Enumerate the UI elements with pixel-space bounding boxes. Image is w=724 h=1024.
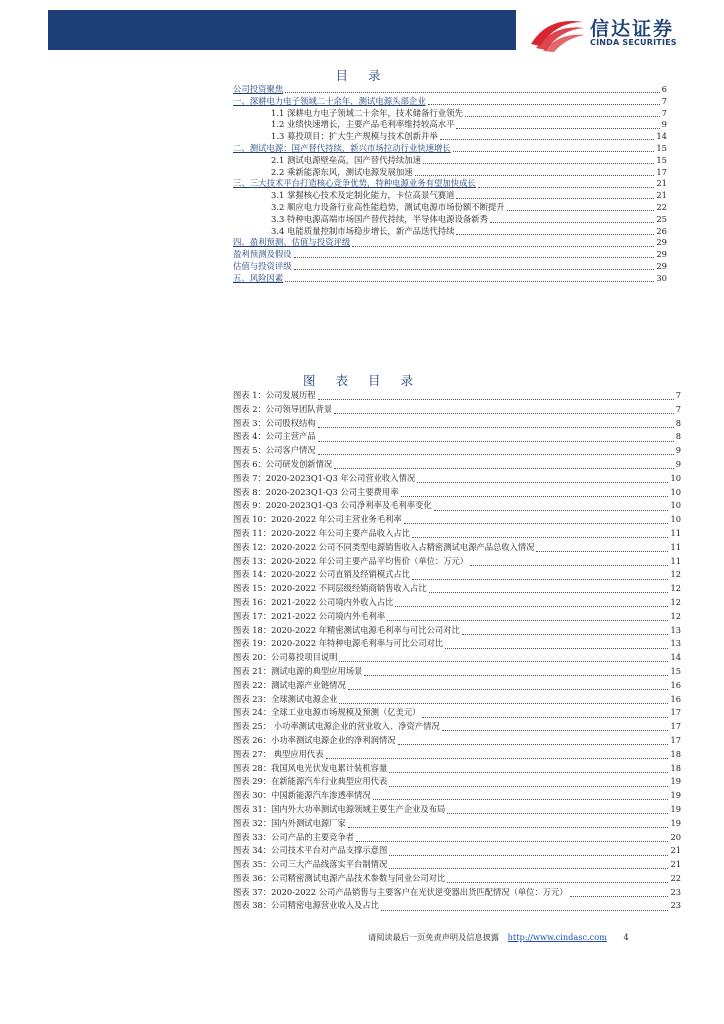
toc-entry-page: 6: [661, 84, 667, 94]
figure-entry-page: 19: [670, 776, 681, 787]
leader-dots: [318, 454, 674, 455]
figure-entry-label: 图表 3：公司股权结构: [233, 417, 316, 428]
toc-entry[interactable]: [233, 119, 667, 131]
figure-entry-label: 图表 18：2020-2022 年精密测试电源毛利率与可比公司对比: [233, 624, 460, 635]
figure-entry[interactable]: [233, 568, 681, 582]
figure-entry-label: 图表 8：2020-2023Q1-Q3 公司主要费用率: [233, 486, 399, 497]
figure-entry-label: 图表 2：公司领导团队背景: [233, 403, 333, 414]
figure-entry-page: 19: [670, 817, 681, 828]
toc-entry-page: 17: [656, 166, 667, 177]
figure-entry-label: 图表 6：公司研发创新情况: [233, 458, 333, 469]
figure-entry-page: 18: [670, 748, 681, 759]
figure-entry-page: 19: [670, 790, 681, 801]
website-link[interactable]: http://www.cindasc.com: [507, 932, 607, 942]
leader-dots: [456, 128, 659, 129]
figure-entry-page: 9: [675, 445, 681, 456]
figure-entry[interactable]: [233, 693, 681, 707]
toc-entry-page: 25: [656, 213, 667, 224]
toc-entry[interactable]: [233, 131, 667, 143]
leader-dots: [389, 786, 668, 787]
toc-title: 目 录: [335, 68, 389, 83]
figure-entry-page: 12: [670, 610, 681, 621]
figure-entry-page: 7: [675, 403, 681, 414]
leader-dots: [465, 116, 660, 117]
figure-entry-label: 图表 1：公司发展历程: [233, 390, 316, 400]
figure-entry-page: 23: [670, 900, 681, 911]
figure-entry[interactable]: [233, 499, 681, 513]
leader-dots: [490, 222, 654, 223]
figure-entry-page: 10: [670, 500, 681, 511]
figure-entry-label: 图表 36：公司精密测试电源产品技术参数与同业公司对比: [233, 872, 446, 883]
toc-entry-page: 21: [656, 178, 667, 189]
figures-list: [233, 389, 681, 913]
toc-entry-label: 盈利预测及假设: [233, 249, 292, 260]
figure-entry-page: 12: [670, 583, 681, 594]
leader-dots: [428, 104, 660, 105]
toc-entry[interactable]: [233, 202, 667, 214]
figure-entry[interactable]: [233, 444, 681, 458]
leader-dots: [294, 269, 655, 270]
toc-entry[interactable]: [233, 96, 667, 108]
figure-entry[interactable]: [233, 486, 681, 500]
figure-entry[interactable]: [233, 831, 681, 845]
page-footer: [368, 932, 678, 943]
figure-entry[interactable]: [233, 513, 681, 527]
figure-entry-page: 16: [670, 679, 681, 690]
figure-entry-label: 图表 26：小功率测试电源企业的净利润情况: [233, 734, 396, 745]
figure-entry-page: 22: [670, 872, 681, 883]
toc-entry-label: 三、三大技术平台打造核心竞争优势，特种电源业务有望加快成长: [233, 178, 476, 189]
toc-entry-label: 1.2 业绩快速增长，主要产品毛利率维持较高水平: [271, 119, 455, 130]
toc-entry-label: 3.2 顺应电力设备行业高性能趋势，测试电源市场份额不断提升: [271, 201, 505, 212]
figure-entry-label: 图表 21：测试电源的典型应用场景: [233, 665, 363, 676]
figure-entry-page: 21: [670, 845, 681, 856]
toc-entry-label: 2.2 乘新能源东风，测试电源发展加速: [271, 166, 413, 177]
toc-entry[interactable]: [233, 273, 667, 285]
figure-entry[interactable]: [233, 582, 681, 596]
figure-entry-label: 图表 16：2021-2022 公司境内外收入占比: [233, 596, 394, 607]
leader-dots: [417, 482, 668, 483]
leader-dots: [398, 744, 669, 745]
figure-entry[interactable]: [233, 624, 681, 638]
figure-entry-label: 图表 25： 小功率测试电源企业的营业收入、净资产情况: [233, 721, 440, 732]
toc-entry-page: 29: [656, 237, 667, 248]
toc-entry[interactable]: [233, 167, 667, 179]
leader-dots: [423, 163, 654, 164]
figure-entry-label: 图表 10：2020-2022 年公司主营业务毛利率: [233, 514, 402, 525]
toc-entry-label: 2.1 测试电源壁垒高，国产替代持续加速: [271, 154, 421, 165]
toc-entry-label: 3.1 掌握核心技术及定制化能力，卡位高景气赛道: [271, 190, 455, 201]
leader-dots: [442, 730, 669, 731]
leader-dots: [318, 399, 674, 400]
figure-entry-label: 图表 30：中国新能源汽车渗透率情况: [233, 790, 371, 801]
leader-dots: [334, 468, 674, 469]
figure-entry-label: 图表 32：国内外测试电源厂家: [233, 817, 346, 828]
toc-entry[interactable]: [233, 249, 667, 261]
figure-entry-label: 图表 14：2020-2022 公司直销及经销模式占比: [233, 569, 411, 580]
toc-entry-label: 3.3 特种电源高端市场国产替代持续，半导体电源设备新秀: [271, 213, 488, 224]
leader-dots: [422, 717, 668, 718]
leader-dots: [389, 868, 668, 869]
figure-entry-page: 23: [670, 886, 681, 897]
leader-dots: [294, 257, 655, 258]
figure-entry-page: 16: [670, 693, 681, 704]
figure-entry-page: 19: [670, 803, 681, 814]
figure-entry-page: 17: [670, 734, 681, 745]
figure-entry[interactable]: [233, 899, 681, 913]
logo-chinese-name: 信达证券: [590, 18, 675, 40]
figure-entry[interactable]: [233, 610, 681, 624]
toc-entry[interactable]: [233, 226, 667, 238]
toc-entry-label: 五、风险因素: [233, 272, 284, 283]
leader-dots: [381, 910, 668, 911]
figure-entry-page: 12: [670, 596, 681, 607]
toc-entry[interactable]: [233, 190, 667, 202]
figure-entry-label: 图表 12：2020-2022 公司不同类型电源销售收入占精密测试电源产品总收入情况: [233, 541, 535, 552]
figure-entry-label: 图表 35：公司三大产品线落实平台制情况: [233, 859, 388, 870]
figure-entry[interactable]: [233, 817, 681, 831]
figure-entry[interactable]: [233, 527, 681, 541]
figure-entry-label: 图表 7：2020-2023Q1-Q3 年公司营业收入情况: [233, 472, 416, 483]
figure-entry-page: 11: [670, 527, 681, 538]
figure-entry[interactable]: [233, 762, 681, 776]
figure-entry[interactable]: [233, 775, 681, 789]
figure-entry-label: 图表 33：公司产品的主要竞争者: [233, 831, 355, 842]
leader-dots: [412, 537, 668, 538]
figure-entry[interactable]: [233, 403, 681, 417]
toc-entry[interactable]: [233, 237, 667, 249]
figure-entry[interactable]: [233, 665, 681, 679]
leader-dots: [478, 187, 654, 188]
leader-dots: [348, 689, 669, 690]
leader-dots: [339, 661, 668, 662]
figure-entry-page: 18: [670, 762, 681, 773]
leader-dots: [334, 413, 674, 414]
figure-entry[interactable]: [233, 844, 681, 858]
figure-entry[interactable]: [233, 858, 681, 872]
leader-dots: [456, 198, 654, 199]
toc-entry[interactable]: [233, 178, 667, 190]
toc-entry-page: 29: [656, 249, 667, 260]
toc-entry-page: 15: [656, 142, 667, 153]
leader-dots: [447, 813, 668, 814]
figure-entry-page: 8: [675, 431, 681, 442]
figure-entry[interactable]: [233, 734, 681, 748]
toc-entry-page: 15: [656, 154, 667, 165]
page-number: 4: [623, 932, 629, 942]
leader-dots: [570, 896, 669, 897]
figure-entry-label: 图表 19：2020-2022 年特种电源毛利率与可比公司对比: [233, 638, 444, 649]
figure-entry-label: 图表 4：公司主营产品: [233, 431, 316, 442]
toc-entry[interactable]: [233, 261, 667, 273]
figure-entry[interactable]: [233, 679, 681, 693]
leader-dots: [285, 281, 654, 282]
leader-dots: [387, 620, 668, 621]
figure-entry[interactable]: [233, 541, 681, 555]
leader-dots: [318, 441, 674, 442]
figure-entry[interactable]: [233, 637, 681, 651]
toc-entry-page: 22: [656, 201, 667, 212]
figure-entry-label: 图表 5：公司客户情况: [233, 445, 316, 456]
figure-entry-page: 11: [670, 541, 681, 552]
figure-entry-page: 11: [670, 555, 681, 566]
disclaimer-note: 请阅读最后一页免责声明及信息披露: [368, 932, 500, 942]
figure-entry-label: 图表 29：在新能源汽车行业典型应用代表: [233, 776, 388, 787]
leader-dots: [348, 827, 669, 828]
leader-dots: [352, 246, 654, 247]
figure-entry-page: 20: [670, 831, 681, 842]
leader-dots: [470, 565, 668, 566]
leader-dots: [456, 234, 654, 235]
leader-dots: [356, 841, 668, 842]
leader-dots: [440, 139, 655, 140]
figure-entry[interactable]: [233, 720, 681, 734]
figure-entry-page: 17: [670, 707, 681, 718]
figure-entry[interactable]: [233, 706, 681, 720]
toc-entry-page: 29: [656, 260, 667, 271]
toc-entry[interactable]: [233, 108, 667, 120]
leader-dots: [339, 703, 668, 704]
leader-dots: [462, 634, 669, 635]
figure-entry[interactable]: [233, 430, 681, 444]
figure-entry-label: 图表 20：公司募投项目说明: [233, 652, 338, 663]
header-band: [48, 10, 516, 50]
figure-entry-label: 图表 31：国内外大功率测试电源领域主要生产企业及布局: [233, 803, 446, 814]
toc-entry[interactable]: [233, 214, 667, 226]
figure-entry-page: 14: [670, 652, 681, 663]
leader-dots: [364, 675, 668, 676]
figure-entry-label: 图表 34：公司技术平台对产品支撑示意图: [233, 845, 388, 856]
figure-entry[interactable]: [233, 472, 681, 486]
figure-entry-label: 图表 38：公司精密电源营业收入及占比: [233, 900, 379, 911]
logo-english-name: CINDA SECURITIES: [590, 38, 677, 47]
figure-entry-page: 8: [675, 417, 681, 428]
figure-entry[interactable]: [233, 389, 681, 403]
leader-dots: [445, 648, 668, 649]
toc-entry-page: 7: [661, 95, 667, 106]
toc-entry-label: 估值与投资评级: [233, 260, 292, 271]
leader-dots: [507, 210, 655, 211]
toc-entry-label: 1.3 募投项目：扩大生产规模与技术创新并举: [271, 131, 438, 142]
figure-entry-label: 图表 22：测试电源产业链情况: [233, 679, 346, 690]
leader-dots: [412, 579, 668, 580]
figure-entry[interactable]: [233, 886, 681, 900]
figure-entry-page: 10: [670, 514, 681, 525]
figures-toc-title: 图 表 目 录: [303, 373, 421, 388]
figure-entry-page: 13: [670, 624, 681, 635]
figure-entry-label: 图表 28：我国风电光伏发电累计装机容量: [233, 762, 388, 773]
leader-dots: [536, 551, 668, 552]
leader-dots: [453, 151, 655, 152]
figure-entry[interactable]: [233, 748, 681, 762]
toc-entry-page: 21: [656, 190, 667, 201]
figure-entry-page: 7: [675, 390, 681, 400]
figure-entry-page: 12: [670, 569, 681, 580]
toc-entry-page: 9: [661, 119, 667, 130]
figure-entry-label: 图表 17：2021-2022 公司境内外毛利率: [233, 610, 386, 621]
toc-entry-label: 四、盈利预测、估值与投资评级: [233, 237, 351, 248]
figure-entry-label: 图表 15：2020-2022 不同层级经销商销售收入占比: [233, 583, 427, 594]
cinda-logo: [528, 12, 718, 52]
leader-dots: [389, 772, 668, 773]
figure-entry[interactable]: [233, 872, 681, 886]
figure-entry-label: 图表 24：全球工业电源市场规模及预测（亿美元）: [233, 707, 421, 718]
toc-entry[interactable]: [233, 155, 667, 167]
leader-dots: [401, 496, 669, 497]
figure-entry[interactable]: [233, 651, 681, 665]
figure-entry-label: 图表 37：2020-2022 公司产品销售与主要客户在光伏逆变器出货匹配情况（单位：万元）: [233, 886, 568, 897]
toc-entry-page: 26: [656, 225, 667, 236]
toc-entry-label: 3.4 电能质量控制市场稳步增长，新产品迭代持续: [271, 225, 455, 236]
figure-entry-label: 图表 9：2020-2023Q1-Q3 公司净利率及毛利率变化: [233, 500, 432, 511]
leader-dots: [285, 92, 659, 93]
leader-dots: [429, 592, 669, 593]
figure-entry[interactable]: [233, 555, 681, 569]
toc-entry-label: 公司投资聚焦: [233, 84, 284, 94]
figure-entry-page: 15: [670, 665, 681, 676]
leader-dots: [447, 882, 668, 883]
leader-dots: [373, 799, 669, 800]
figure-entry-page: 21: [670, 859, 681, 870]
figure-entry[interactable]: [233, 596, 681, 610]
table-of-contents: [233, 84, 667, 285]
toc-entry[interactable]: [233, 143, 667, 155]
figure-entry-page: 17: [670, 721, 681, 732]
leader-dots: [404, 523, 669, 524]
toc-entry-label: 一、深耕电力电子领域二十余年，测试电源头部企业: [233, 95, 426, 106]
toc-entry-page: 14: [656, 131, 667, 142]
toc-entry-label: 二、测试电源：国产替代持续，新兴市场拉动行业快速增长: [233, 142, 451, 153]
figure-entry-page: 9: [675, 458, 681, 469]
figure-entry-label: 图表 11：2020-2022 年公司主要产品收入占比: [233, 527, 411, 538]
toc-entry-page: 7: [661, 107, 667, 118]
leader-dots: [318, 427, 674, 428]
leader-dots: [395, 606, 668, 607]
leader-dots: [326, 758, 669, 759]
figure-entry-label: 图表 13：2020-2022 年公司主要产品平均售价（单位：万元）: [233, 555, 469, 566]
figure-entry[interactable]: [233, 803, 681, 817]
leader-dots: [434, 510, 669, 511]
figure-entry[interactable]: [233, 458, 681, 472]
figure-entry[interactable]: [233, 789, 681, 803]
toc-entry-page: 30: [656, 272, 667, 283]
figure-entry-label: 图表 23：全球测试电源企业: [233, 693, 338, 704]
leader-dots: [389, 855, 668, 856]
figure-entry-page: 13: [670, 638, 681, 649]
figure-entry[interactable]: [233, 417, 681, 431]
figure-entry-label: 图表 27： 典型应用代表: [233, 748, 324, 759]
toc-entry-label: 1.1 深耕电力电子领域二十余年，技术储备行业领先: [271, 107, 463, 118]
leader-dots: [415, 175, 655, 176]
figure-entry-page: 10: [670, 472, 681, 483]
cinda-logo-icon: [528, 14, 586, 54]
figure-entry-page: 10: [670, 486, 681, 497]
toc-entry[interactable]: [233, 84, 667, 96]
